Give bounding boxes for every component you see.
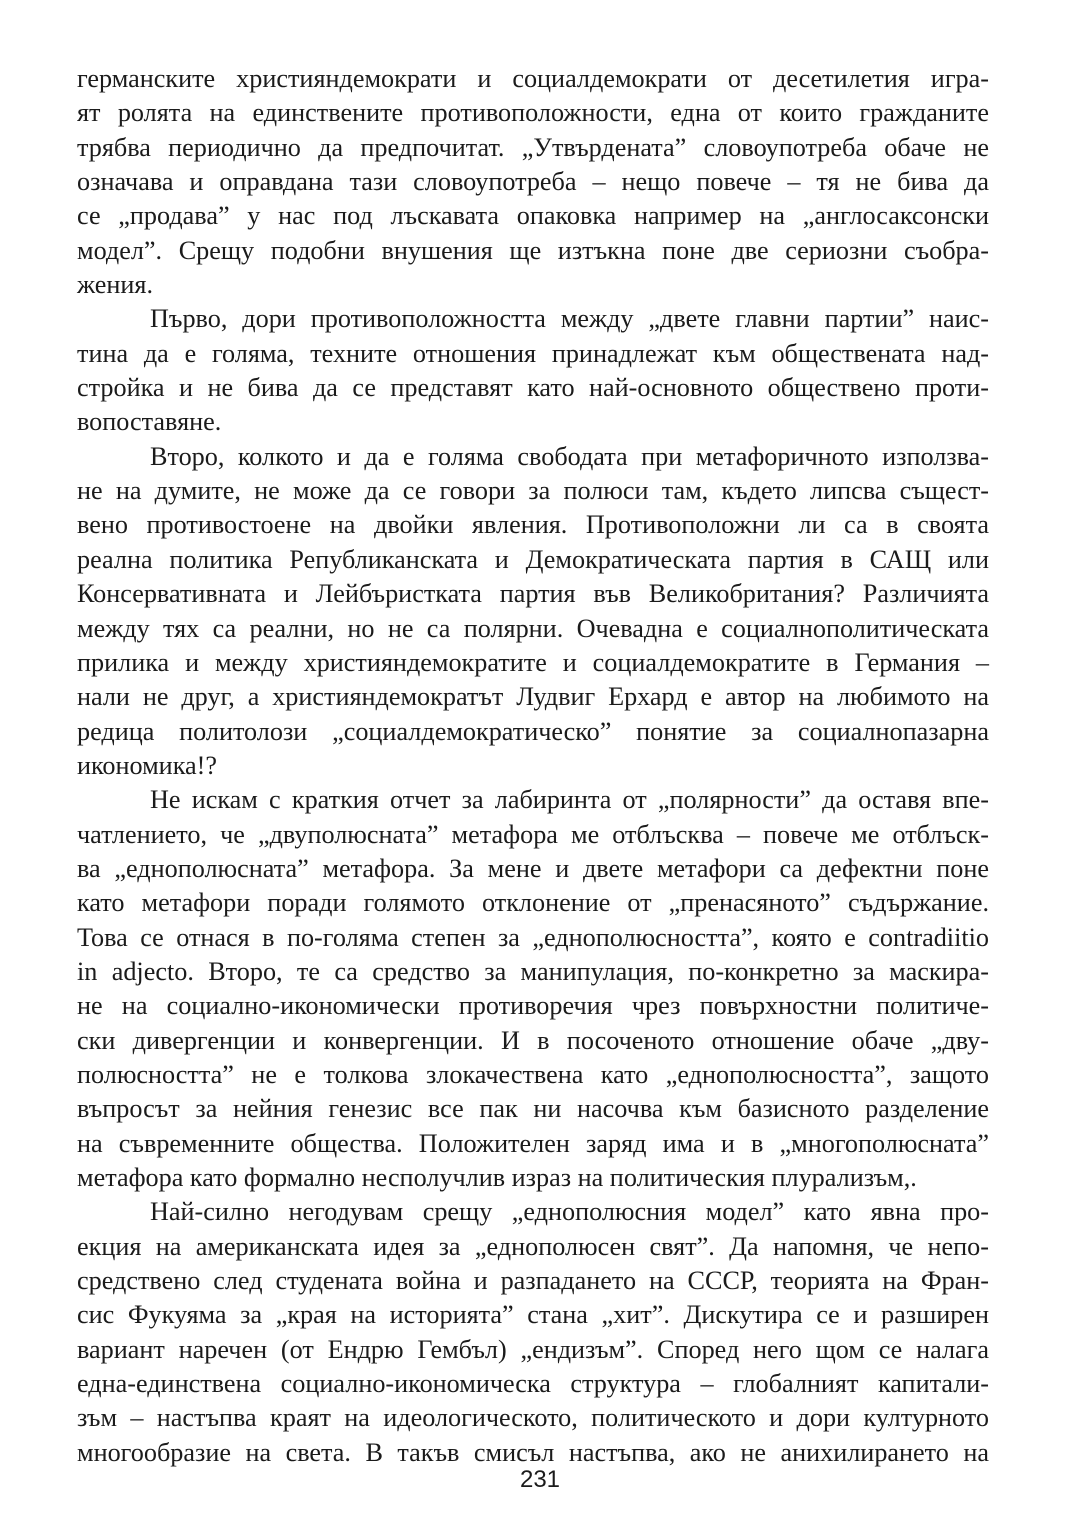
text-line: вопоставяне. [77,407,222,437]
text-line: ва „еднополюсната” метафора. За мене и двете метафори са дефектни поне [77,853,989,883]
paragraph-5 [77,1195,989,1470]
paragraph-2 [77,302,989,439]
text-line: зъм – настъпва краят на идеологическото, политическото и дори културното [77,1403,989,1433]
text-line: полюсността” не е толкова злокачествена като „еднополюсността”, защото [77,1059,989,1089]
text-line: реална политика Републиканската и Демократическата партия в САЩ или [77,544,989,574]
text-line: чатлението, че „двуполюсната” метафора ме отблъсква – повече ме отблъск- [77,819,989,849]
text-line: нали не друг, а християндемократът Лудвиг Ерхард е автор на любимото на [77,682,989,712]
text-line: германските християндемократи и социалдемократи от десетилетия игра- [77,64,989,93]
text-line: Първо, дори противоположността между „двете главни партии” наис- [150,304,989,334]
text-line: трябва периодично да предпочитат. „Утвърдената” словоупотреба обаче не [77,132,989,162]
text-line: Второ, колкото и да е голяма свободата при метафоричното използва- [150,441,989,471]
text-line: стройка и не бива да се представят като най-основното обществено проти- [77,373,989,403]
text-line: тина да е голяма, техните отношения принадлежат към обществената над- [77,338,989,368]
paragraph-3 [77,440,989,783]
text-line: вено противостоене на двойки явления. Противоположни ли са в своята [77,510,989,540]
text-line: многообразие на света. В такъв смисъл настъпва, ако не анихилирането на [77,1437,989,1467]
text-line: не на социално-икономически противоречия чрез повърхностни политиче- [77,991,989,1021]
text-line: ят ролята на единствените противоположности, една от които гражданите [77,98,989,128]
text-line: една-единствена социално-икономическа структура – глобалният капитали- [77,1369,989,1399]
text-line: редица политолози „социалдемократическо” понятие за социалнопазарна [77,716,989,746]
text-line: не на думите, не може да се говори за полюси там, където липсва същест- [77,476,989,506]
text-line: модел”. Срещу подобни внушения ще изтъкна поне две сериозни съобра- [77,235,989,265]
page-number: 231 [519,1466,561,1493]
paragraph-1 [77,62,989,302]
text-line: като метафори поради голямото отклонение от „пренасяното” съдържание. [77,888,989,918]
text-line: се „продава” у нас под лъскавата опаковка например на „англосаксонски [77,201,989,231]
text-line: икономика!? [77,750,217,780]
text-line: Най-силно негодувам срещу „еднополюсния модел” като явна про- [150,1197,989,1227]
paragraph-4 [77,783,989,1195]
text-line: Консервативната и Лейбъристката партия във Великобритания? Различията [77,579,989,609]
text-line: Това се отнася в по-голяма степен за „еднополюсността”, която е contradiitio [77,922,989,952]
text-line: на съвременните общества. Положителен заряд има и в „многополюсната” [77,1128,989,1158]
text-line: вариант наречен (от Ендрю Гембъл) „ендизъм”. Според него щом се налага [77,1334,989,1364]
text-line: жения. [77,270,153,300]
text-line: Не искам с краткия отчет за лабиринта от „полярности” да оставя впе- [150,785,989,815]
text-line: означава и оправдана тази словоупотреба – нещо повече – тя не бива да [77,167,989,197]
text-line: сис Фукуяма за „края на историята” стана „хит”. Дискутира се и разширен [77,1300,989,1330]
text-line: въпросът за нейния генезис все пак ни насочва към базисното разделение [77,1094,989,1124]
text-line: метафора като формално несполучлив израз на политическия плурализъм,. [77,1163,917,1192]
text-line: средствено след студената война и разпадането на СССР, теорията на Фран- [77,1266,989,1296]
text-line: между тях са реални, но не са полярни. Очевадна е социалнополитическата [77,613,989,643]
page-body [77,62,989,1470]
text-line: ски дивергенции и конвергенции. И в посоченото отношение обаче „дву- [77,1025,989,1055]
text-line: прилика и между християндемократите и социалдемократите в Германия – [77,647,989,677]
text-line: in adjecto. Второ, те са средство за манипулация, по-конкретно за маскира- [77,956,989,986]
text-line: екция на американската идея за „еднополюсен свят”. Да напомня, че непо- [77,1231,989,1261]
